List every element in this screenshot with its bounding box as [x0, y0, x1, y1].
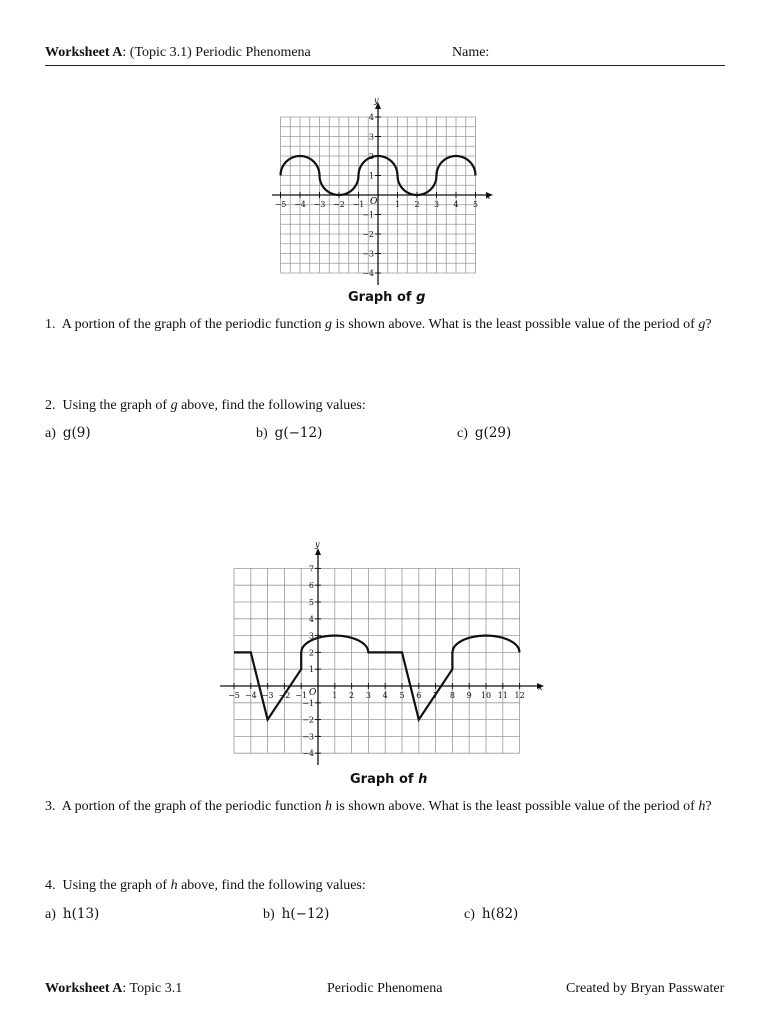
graph-h-caption: Graph of h — [350, 772, 428, 787]
graph-h-curve — [234, 636, 520, 720]
x-tick-label: 8 — [449, 691, 455, 700]
x-tick-label: 10 — [480, 691, 492, 700]
header-title: Worksheet A: (Topic 3.1) Periodic Phenomena — [45, 45, 311, 60]
x-tick-label: −2 — [278, 691, 291, 700]
question-3: 3. A portion of the graph of the periodic function h is shown above. What is the least possible value of the period of h? — [45, 799, 712, 814]
graph-g-axes — [272, 106, 490, 285]
x-tick-label: −4 — [244, 691, 257, 700]
question-4-part-b: b) h(−12) — [263, 906, 330, 922]
question-2-part-c: c) g(29) — [457, 425, 512, 441]
question-4-part-c: c) h(82) — [464, 906, 519, 922]
y-tick-label: −1 — [302, 698, 314, 708]
x-tick-label: −3 — [313, 200, 326, 209]
x-tick-label: 4 — [453, 200, 459, 209]
footer-title: Worksheet A: Topic 3.1 — [45, 981, 183, 996]
name-label: Name: — [452, 45, 490, 60]
y-tick-label: −4 — [302, 749, 314, 759]
x-tick-label: 9 — [466, 691, 472, 700]
x-tick-label: 2 — [414, 200, 420, 209]
graph-g — [270, 94, 498, 286]
question-2-part-b: b) g(−12) — [256, 425, 323, 441]
y-tick-label: −3 — [302, 732, 314, 742]
y-tick-label: 2 — [308, 648, 314, 658]
x-tick-label: 6 — [416, 691, 422, 700]
footer-author: Created by Bryan Passwater — [566, 981, 725, 996]
y-tick-label: 3 — [368, 132, 374, 142]
x-tick-label: −4 — [294, 200, 306, 209]
y-axis-label: y — [374, 96, 379, 105]
x-axis-label: x — [486, 192, 491, 201]
x-tick-label: 12 — [514, 691, 525, 700]
y-tick-label: 1 — [368, 171, 374, 181]
y-tick-label: 4 — [368, 113, 374, 122]
y-tick-label: −3 — [362, 249, 374, 259]
y-tick-label: 2 — [368, 152, 374, 161]
y-tick-label: −2 — [302, 715, 314, 725]
y-tick-label: 5 — [308, 598, 314, 607]
x-tick-label: 5 — [472, 200, 479, 209]
question-2: 2. Using the graph of g above, find the following values: — [45, 398, 366, 413]
question-1: 1. A portion of the graph of the periodic function g is shown above. What is the least possible value of the period of g? — [45, 317, 712, 332]
y-tick-label: −2 — [362, 230, 374, 239]
question-4-part-a: a) h(13) — [45, 906, 100, 922]
worksheet-header — [45, 45, 725, 66]
y-tick-label: −1 — [362, 210, 374, 220]
y-tick-label: 3 — [308, 631, 314, 641]
x-tick-label: 11 — [497, 691, 508, 700]
x-tick-label: 3 — [433, 200, 440, 209]
x-tick-label: 1 — [394, 200, 401, 209]
x-tick-label: 5 — [399, 691, 405, 700]
question-2-part-a: a) g(9) — [45, 425, 91, 441]
y-tick-label: 4 — [308, 614, 314, 624]
y-tick-label: 7 — [308, 564, 314, 574]
x-tick-label: −1 — [295, 691, 308, 700]
x-tick-label: 1 — [332, 691, 338, 700]
x-tick-label: −1 — [352, 200, 365, 209]
x-tick-label: −5 — [274, 200, 287, 209]
graph-h-grid — [234, 568, 520, 753]
y-tick-label: 6 — [308, 581, 314, 591]
x-axis-label: x — [538, 683, 543, 692]
x-tick-label: 3 — [365, 691, 371, 700]
x-tick-label: −2 — [333, 200, 345, 209]
x-tick-label: −5 — [228, 691, 240, 700]
x-tick-label: −3 — [261, 691, 274, 700]
question-4: 4. Using the graph of h above, find the following values: — [45, 878, 366, 893]
x-tick-label: 4 — [382, 691, 388, 700]
graph-g-caption: Graph of g — [348, 290, 426, 305]
origin-label: O — [370, 197, 378, 207]
graph-h — [214, 538, 550, 768]
x-tick-label: 2 — [349, 691, 355, 700]
origin-label: O — [309, 688, 317, 698]
x-tick-label: 7 — [433, 691, 439, 700]
y-arrow-icon — [315, 548, 321, 555]
y-tick-label: 1 — [308, 665, 314, 675]
footer-center: Periodic Phenomena — [327, 981, 443, 996]
y-axis-label: y — [315, 540, 320, 549]
y-tick-label: −4 — [362, 269, 374, 278]
